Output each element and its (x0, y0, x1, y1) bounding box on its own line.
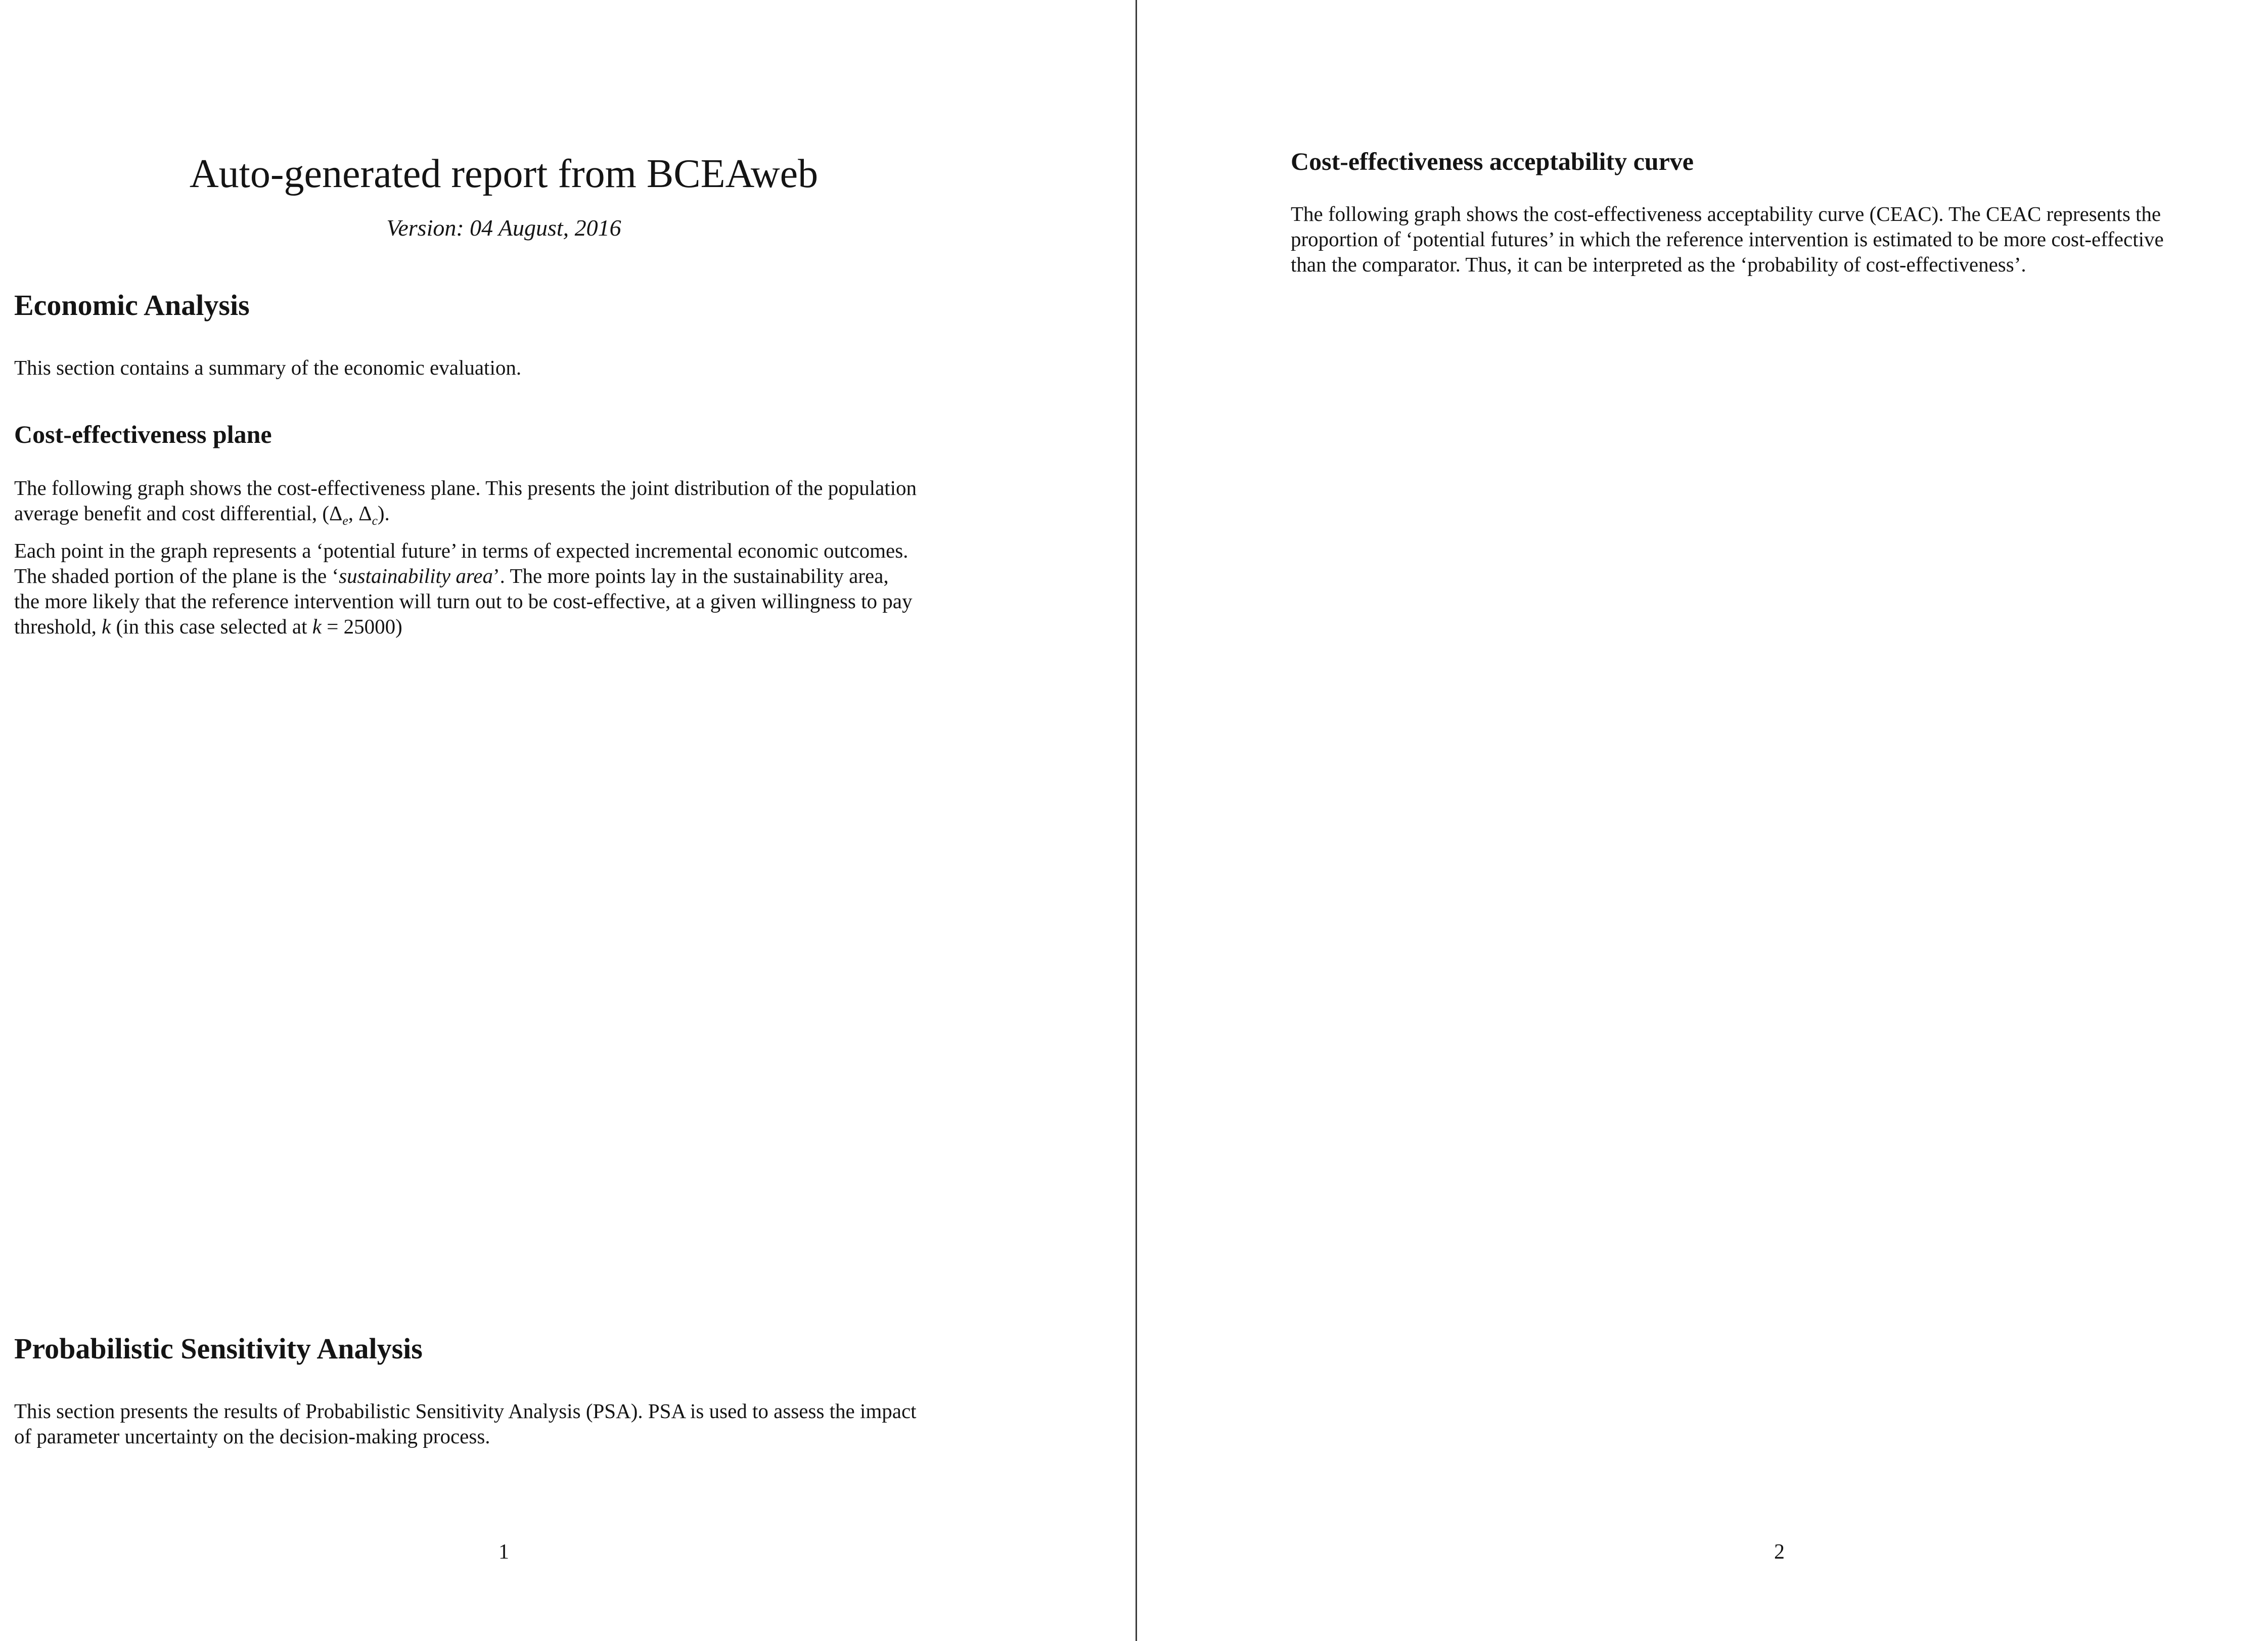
page-number-2: 2 (1774, 1540, 1785, 1564)
text-run: average benefit and cost differential, (Δ (14, 502, 343, 525)
paragraph-line: The following graph shows the cost-effectiveness plane. This presents the joint distribution of the population (14, 476, 917, 499)
ceac-paragraph (1291, 201, 2164, 277)
delta-c-subscript: c (372, 514, 378, 528)
paragraph-line (14, 500, 917, 526)
paragraph-line: This section presents the results of Probabilistic Sensitivity Analysis (PSA). PSA is used to assess the impact (14, 1399, 917, 1423)
text-run: ’. The more points lay in the sustainability area, (493, 564, 889, 587)
paragraph-line: the more likely that the reference intervention will turn out to be cost-effective, at a given willingness to pay (14, 589, 913, 613)
text-run: ). (377, 502, 390, 525)
paragraph-line (14, 563, 912, 588)
k-math-italic: k (312, 615, 322, 638)
paragraph-line: proportion of ‘potential futures’ in which the reference intervention is estimated to be more cost-effective (1291, 227, 2164, 251)
ce-plane-paragraph-2 (14, 538, 912, 639)
ceac-chart (1416, 283, 2174, 920)
report-version: Version: 04 August, 2016 (386, 215, 621, 241)
page-number-1: 1 (498, 1540, 509, 1564)
paragraph-line: Each point in the graph represents a ‘potential future’ in terms of expected incremental economic outcomes. (14, 539, 909, 562)
section-heading-ceac: Cost-effectiveness acceptability curve (1291, 147, 1694, 175)
cost-effectiveness-plane-chart (192, 647, 849, 1274)
section-heading-economic-analysis: Economic Analysis (14, 289, 250, 322)
report-title: Auto-generated report from BCEAweb (189, 152, 819, 196)
paragraph-line: than the comparator. Thus, it can be interpreted as the ‘probability of cost-effectiveness’. (1291, 253, 2026, 276)
paragraph-line: of parameter uncertainty on the decision-making process. (14, 1425, 490, 1448)
text-run: threshold, (14, 615, 102, 638)
psa-body (14, 1398, 917, 1449)
ce-plane-paragraph-1 (14, 475, 917, 526)
delta-e-subscript: e (342, 514, 348, 528)
economic-analysis-body: This section contains a summary of the economic evaluation. (14, 356, 522, 379)
page-divider (1136, 0, 1137, 1641)
text-run: (in this case selected at (111, 615, 312, 638)
paragraph-line (14, 614, 912, 639)
section-heading-psa: Probabilistic Sensitivity Analysis (14, 1332, 423, 1365)
subsection-heading-ce-plane: Cost-effectiveness plane (14, 420, 272, 448)
text-run: The shaded portion of the plane is the ‘ (14, 564, 339, 587)
text-run: = 25000) (321, 615, 402, 638)
k-math-italic: k (102, 615, 111, 638)
paragraph-line: The following graph shows the cost-effectiveness acceptability curve (CEAC). The CEAC represents the (1291, 202, 2161, 225)
sustainability-area-italic: sustainability area (339, 564, 493, 587)
text-run: , Δ (348, 502, 372, 525)
